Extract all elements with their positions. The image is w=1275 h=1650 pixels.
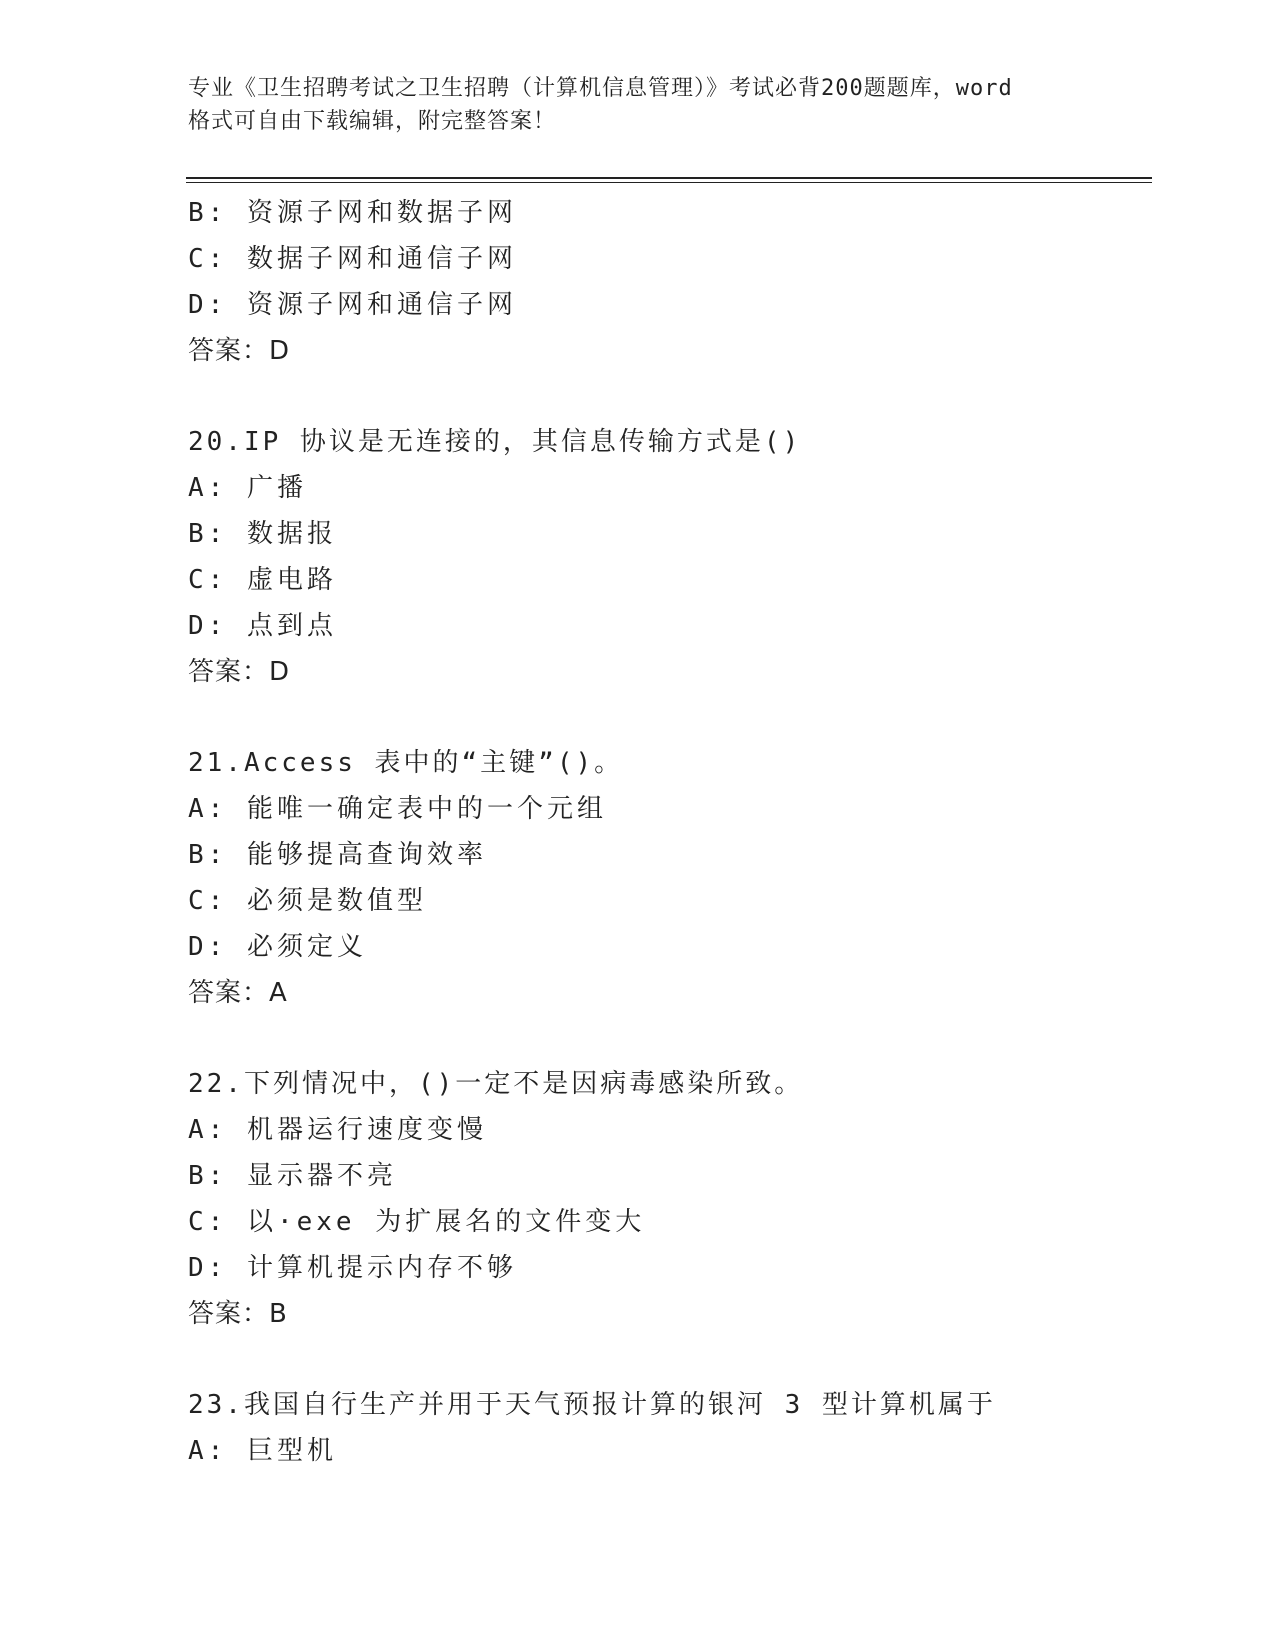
option-c: C: 虚电路	[188, 565, 337, 595]
document-header	[188, 72, 1108, 138]
option-c: C: 数据子网和通信子网	[188, 244, 517, 274]
question-text: 21.Access 表中的“主键”()。	[188, 748, 624, 778]
answer: 答案：D	[188, 657, 291, 687]
question-text: 23.我国自行生产并用于天气预报计算的银河 3 型计算机属于	[188, 1390, 996, 1420]
question-block-19	[188, 190, 1148, 374]
question-text: 20.IP 协议是无连接的，其信息传输方式是()	[188, 427, 802, 457]
option-d: D: 必须定义	[188, 932, 367, 962]
option-b: B: 数据报	[188, 519, 337, 549]
answer: 答案：A	[188, 978, 288, 1008]
answer: 答案：D	[188, 336, 291, 366]
question-text: 22.下列情况中，()一定不是因病毒感染所致。	[188, 1069, 804, 1099]
header-line-1: 专业《卫生招聘考试之卫生招聘（计算机信息管理）》考试必背200题题库，word	[188, 76, 1013, 101]
option-b: B: 能够提高查询效率	[188, 840, 487, 870]
option-c: C: 必须是数值型	[188, 886, 427, 916]
question-block-23	[188, 1382, 1148, 1474]
option-a: A: 机器运行速度变慢	[188, 1115, 487, 1145]
question-block-21	[188, 740, 1148, 1016]
option-b: B: 显示器不亮	[188, 1161, 397, 1191]
question-block-20	[188, 419, 1148, 695]
header-divider-thick	[186, 177, 1152, 179]
option-a: A: 广播	[188, 473, 307, 503]
answer: 答案：B	[188, 1299, 288, 1329]
option-c: C: 以·exe 为扩展名的文件变大	[188, 1207, 646, 1237]
option-d: D: 资源子网和通信子网	[188, 290, 517, 320]
option-b: B: 资源子网和数据子网	[188, 198, 517, 228]
header-line-2: 格式可自由下载编辑，附完整答案！	[188, 109, 557, 134]
option-a: A: 巨型机	[188, 1436, 337, 1466]
question-list	[188, 190, 1148, 1474]
header-divider-thin	[186, 182, 1152, 183]
option-a: A: 能唯一确定表中的一个元组	[188, 794, 607, 824]
question-block-22	[188, 1061, 1148, 1337]
option-d: D: 点到点	[188, 611, 337, 641]
option-d: D: 计算机提示内存不够	[188, 1253, 517, 1283]
